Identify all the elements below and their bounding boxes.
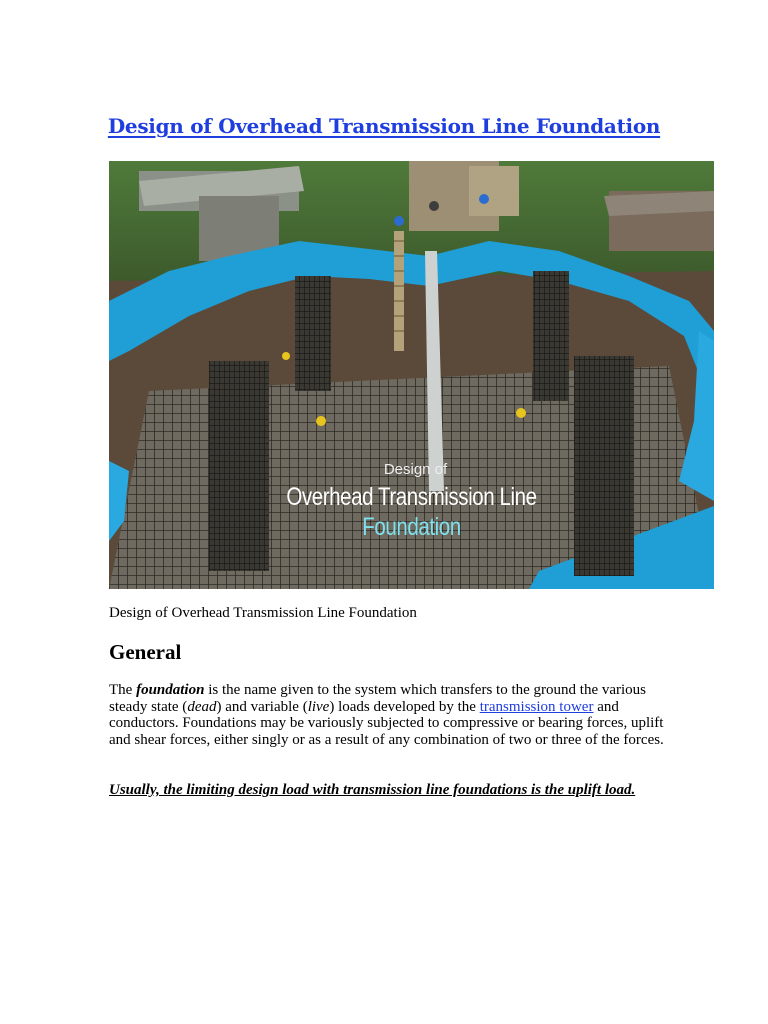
hero-overlay-line1: Design of [383, 461, 448, 478]
title-link[interactable]: Design of Overhead Transmission Line Foundation [107, 114, 661, 138]
uplift-emphasis: Usually, the limiting design load with transmission line foundations is the uplift load. [109, 782, 636, 798]
para-text: and conductors. Foundations may be variously subjected to compressive or bearing forces, uplift and shear forces, either singly or as a result of any combination of two or three of the forces. [109, 698, 664, 748]
transmission-tower-link[interactable]: transmission tower [479, 698, 594, 715]
hero-image [109, 161, 714, 589]
para-text: ) and variable ( [216, 698, 308, 715]
general-paragraph [109, 682, 669, 748]
para-text: The [109, 682, 137, 698]
section-heading-general: General [109, 640, 182, 664]
para-text: ) loads developed by the [329, 698, 480, 715]
image-caption: Design of Overhead Transmission Line Foundation [109, 605, 417, 621]
hero-overlay-line3: Foundation [362, 513, 461, 541]
para-text: is the name given to the system which transfers to the ground the various steady state ( [109, 682, 647, 715]
term-foundation: foundation [136, 682, 205, 698]
term-live: live [307, 698, 330, 715]
hero-overlay-line2: Overhead Transmission Line [286, 483, 537, 511]
term-dead: dead [187, 698, 217, 715]
page-title [0, 114, 768, 138]
